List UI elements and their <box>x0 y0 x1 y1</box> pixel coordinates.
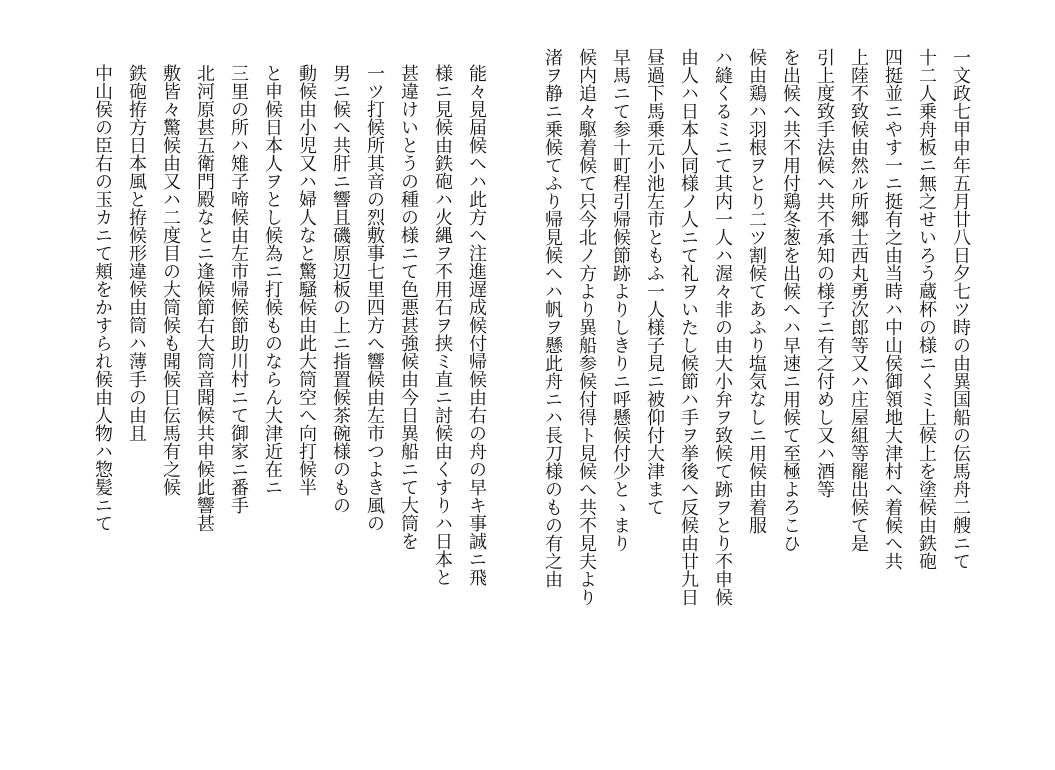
text-column: 北河原甚五衛門殿なとニ逢候節右大筒音聞候共申候此響甚 <box>194 64 215 532</box>
text-column: 敷皆々驚候由又ハ二度目の大筒候も聞候日伝馬有之候 <box>160 64 181 496</box>
text-column: ハ縫くるミニて其内一人ハ渥々非の由大小弁ヲ致候て跡ヲとり不申候 <box>712 48 733 606</box>
text-column: 候由鶏ハ羽根ヲとり二ツ割候てあふり塩気なしニ用候由着服 <box>746 48 767 534</box>
text-column: 早馬ニて参十町程引帰候節跡よりしきりニ呼懸候付少とゝまり <box>610 48 631 552</box>
text-column: 上陸不致候由然ル所郷士西丸勇次郎等又ハ庄屋組等罷出候て是 <box>848 48 869 552</box>
text-column: 候内追々駆着候て只今北ノ方より異船参候付得ト見候へ共不見夫より <box>576 48 597 606</box>
text-column: 引上度致手法候へ共不承知の様子ニ有之付めし又ハ酒等 <box>814 48 835 498</box>
text-column: 鉄砲拵方日本風と拵候形違候由筒ハ薄手の由且 <box>126 64 147 442</box>
text-column: 一ツ打候所其音の烈敷事七里四方へ響候由左市つよき風の <box>364 64 385 532</box>
text-column: 男ニ候へ共肝ニ響且磯原辺板の上ニ指置候茶碗様のもの <box>330 64 351 514</box>
text-column: 四挺並ニやす一ニ挺有之由当時ハ中山侯御領地大津村へ着候へ共 <box>882 48 903 570</box>
text-column: 一文政七甲申年五月廿八日夕七ツ時の由異国船の伝馬舟二艘ニて <box>950 48 971 570</box>
text-column: 十二人乗舟板ニ無之せいろう蔵杯の様ニくミ上候上を塗候由鉄砲 <box>916 48 937 570</box>
text-column: 中山侯の臣右の玉カニて頬をかすられ候由人物ハ惣髪ニて <box>92 64 113 532</box>
text-column: 能々見届候へハ此方へ注進遅成候付帰候由右の舟の早キ事誠ニ飛 <box>466 64 487 586</box>
text-column: と申候日本人ヲとし候為ニ打候ものならん大津近在ニ <box>262 64 283 496</box>
text-column: 様ニ見候由鉄砲ハ火縄ヲ不用石ヲ挟ミ直ニ討候由くすりハ日本と <box>432 64 453 586</box>
text-column: 由人ハ日本人同様ノ人ニて礼ヲいたし候節ハ手ヲ挙後へ反候由廿九日 <box>678 48 699 606</box>
text-column: を出候へ共不用付鶏冬葱を出候へハ早速ニ用候て至極よろこひ <box>780 48 801 552</box>
text-column: 三里の所ハ雉子啼候由左市帰候節助川村ニて御家ニ番手 <box>228 64 249 514</box>
text-column: 甚違けいとうの種の様ニて色悪甚強候由今日異船ニて大筒を <box>398 64 419 550</box>
text-column: 動候由小児又ハ婦人なと驚騒候由此大筒空へ向打候半 <box>296 64 317 496</box>
text-column: 渚ヲ静ニ乗候てふり帰見候へハ帆ヲ懸此舟ニハ長刀様のもの有之由 <box>542 48 563 588</box>
text-column: 昼過下馬乗元小池左市ともふ一人様子見ニ被仰付大津まて <box>644 48 665 516</box>
